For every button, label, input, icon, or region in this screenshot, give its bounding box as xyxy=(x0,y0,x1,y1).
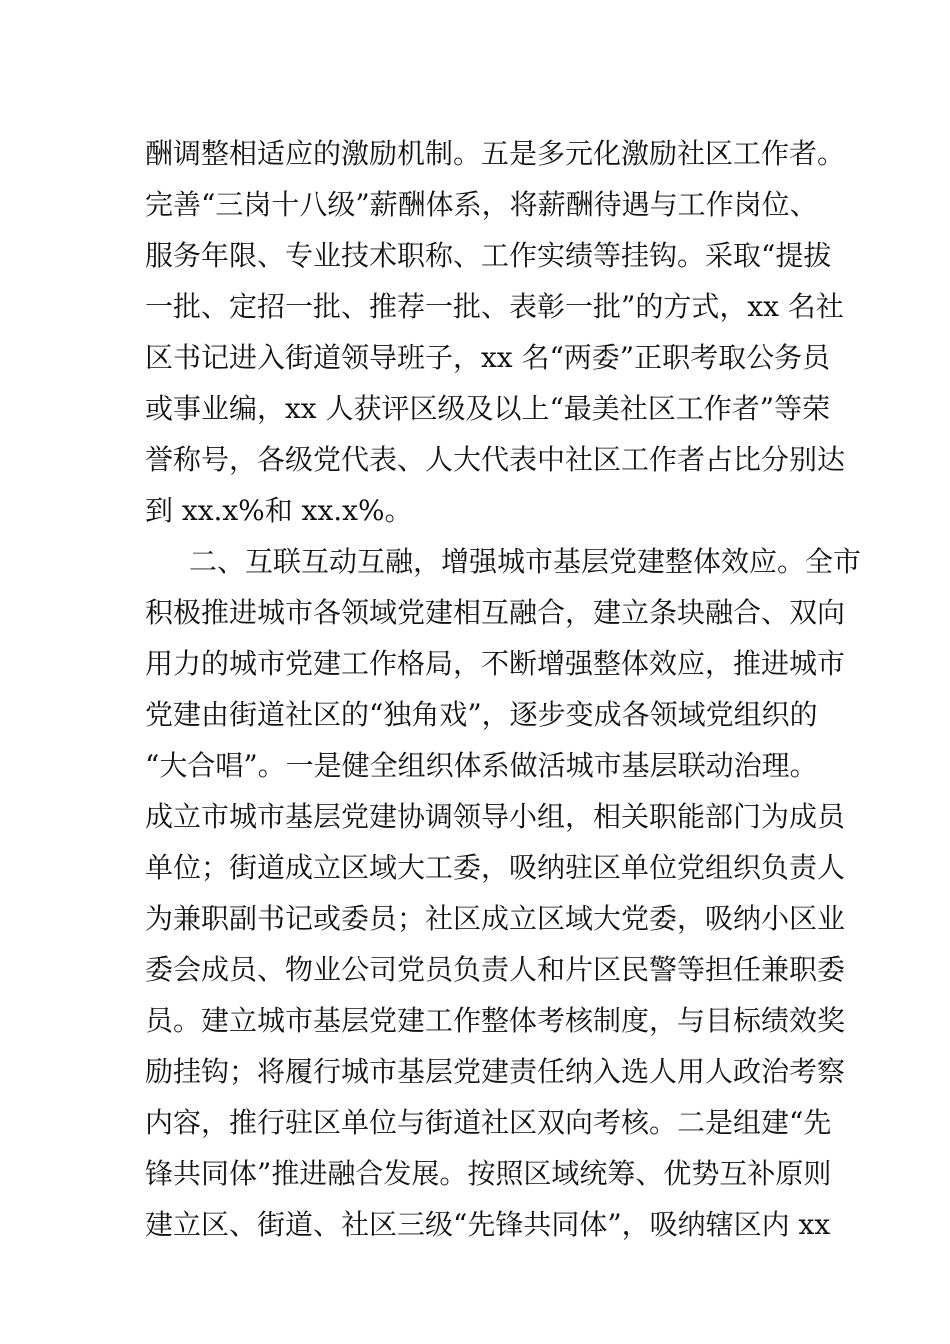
paragraph-line: 员。建立城市基层党建工作整体考核制度，与目标绩效奖 xyxy=(145,1004,846,1037)
paragraph-1 xyxy=(145,128,846,536)
paragraph-line: 用力的城市党建工作格局，不断增强整体效应，推进城市 xyxy=(145,647,846,680)
paragraph-line: 或事业编，xx 人获评区级及以上“最美社区工作者”等荣 xyxy=(145,392,831,425)
paragraph-line: 委会成员、物业公司党员负责人和片区民警等担任兼职委 xyxy=(145,953,846,986)
paragraph-line: 为兼职副书记或委员；社区成立区域大党委，吸纳小区业 xyxy=(145,902,846,935)
paragraph-line: 区书记进入街道领导班子，xx 名“两委”正职考取公务员 xyxy=(145,341,831,374)
paragraph-line: 服务年限、专业技术职称、工作实绩等挂钩。采取“提拔 xyxy=(145,239,832,272)
paragraph-line: 二、互联互动互融，增强城市基层党建整体效应。全市 xyxy=(189,545,862,578)
document-body xyxy=(145,128,862,1250)
paragraph-line: 内容，推行驻区单位与街道社区双向考核。二是组建“先 xyxy=(145,1106,832,1139)
paragraph-line: 酬调整相适应的激励机制。五是多元化激励社区工作者。 xyxy=(145,137,846,170)
paragraph-2 xyxy=(145,536,862,1250)
paragraph-line: 誉称号，各级党代表、人大代表中社区工作者占比分别达 xyxy=(145,443,846,476)
paragraph-line: 励挂钩；将履行城市基层党建责任纳入选人用人政治考察 xyxy=(145,1055,846,1088)
paragraph-line: 一批、定招一批、推荐一批、表彰一批”的方式，xx 名社 xyxy=(145,290,844,323)
paragraph-line: 单位；街道成立区域大工委，吸纳驻区单位党组织负责人 xyxy=(145,851,846,884)
paragraph-line: 锋共同体”推进融合发展。按照区域统筹、优势互补原则 xyxy=(145,1157,832,1190)
paragraph-line: “大合唱”。一是健全组织体系做活城市基层联动治理。 xyxy=(145,749,818,782)
paragraph-line: 完善“三岗十八级”薪酬体系，将薪酬待遇与工作岗位、 xyxy=(145,188,818,221)
paragraph-line: 建立区、街道、社区三级“先锋共同体”，吸纳辖区内 xx xyxy=(145,1208,831,1241)
paragraph-line: 积极推进城市各领域党建相互融合，建立条块融合、双向 xyxy=(145,596,846,629)
paragraph-line: 党建由街道社区的“独角戏”，逐步变成各领域党组织的 xyxy=(145,698,818,731)
paragraph-line: 成立市城市基层党建协调领导小组，相关职能部门为成员 xyxy=(145,800,846,833)
paragraph-line: 到 xx.x%和 xx.x%。 xyxy=(145,494,413,527)
